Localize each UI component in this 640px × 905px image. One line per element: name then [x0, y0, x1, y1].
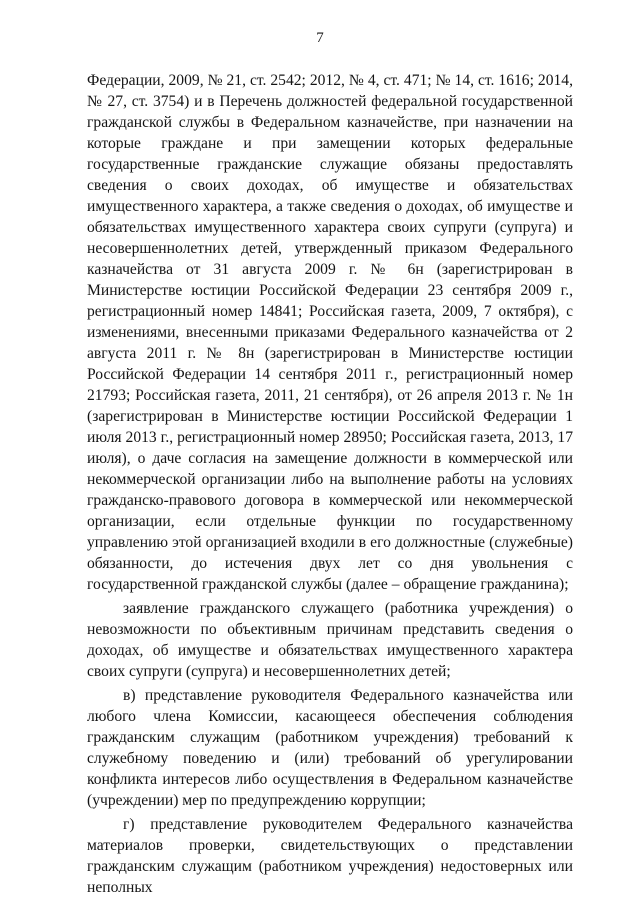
paragraph-continuation: Федерации, 2009, № 21, ст. 2542; 2012, № 4, ст. 471; № 14, ст. 1616; 2014, № 27, ст. 3754) и в Перечень должностей федеральной государственной гражданской службы в Федеральном казначействе, при назначении на которые граждане и при замещении которых федеральные государственные гражданские служащие обязаны предоставлять сведения о своих доходах, об имуществе и обязательствах имущественного характера, а также сведения о доходах, об имуществе и обязательствах имущественного характера своих супруги (супруга) и несовершеннолетних детей, утвержденный приказом Федерального казначейства от 31 августа 2009 г. № 6н (зарегистрирован в Министерстве юстиции Российской Федерации 23 сентября 2009 г., регистрационный номер 14841; Российская газета, 2009, 7 октября), с изменениями, внесенными приказами Федерального казначейства от 2 августа 2011 г. № 8н (зарегистрирован в Министерстве юстиции Российской Федерации 14 сентября 2011 г., регистрационный номер 21793; Российская газета, 2011, 21 сентября), от 26 апреля 2013 г. № 1н (зарегистрирован в Министерстве юстиции Российской Федерации 1 июля 2013 г., регистрационный номер 28950; Российская газета, 2013, 17 июля), о даче согласия на замещение должности в коммерческой или некоммерческой организации либо на выполнение работы на условиях гражданско-правового договора в коммерческой или некоммерческой организации, если отдельные функции по государственному управлению этой организацией входили в его должностные (служебные) обязанности, до истечения двух лет со дня увольнения с государственной гражданской службы (далее – обращение гражданина); [87, 72, 573, 593]
page-number: 7 [316, 30, 324, 46]
paragraph-item-g: г) представление руководителем Федерального казначейства материалов проверки, свидетельствующих о представлении гражданским служащим (работником учреждения) недостоверных или неполных [87, 816, 573, 896]
paragraph-statement: заявление гражданского служащего (работника учреждения) о невозможности по объективным причинам представить сведения о доходах, об имуществе и обязательствах имущественного характера своих супруги (супруга) и несовершеннолетних детей; [87, 600, 573, 680]
paragraph-item-v: в) представление руководителя Федерального казначейства или любого члена Комиссии, касающееся обеспечения соблюдения гражданским служащим (работником учреждения) требований к служебному поведению и (или) требований об урегулировании конфликта интересов либо осуществления в Федеральном казначействе (учреждении) мер по предупреждению коррупции; [87, 687, 573, 809]
body-text [87, 70, 573, 898]
